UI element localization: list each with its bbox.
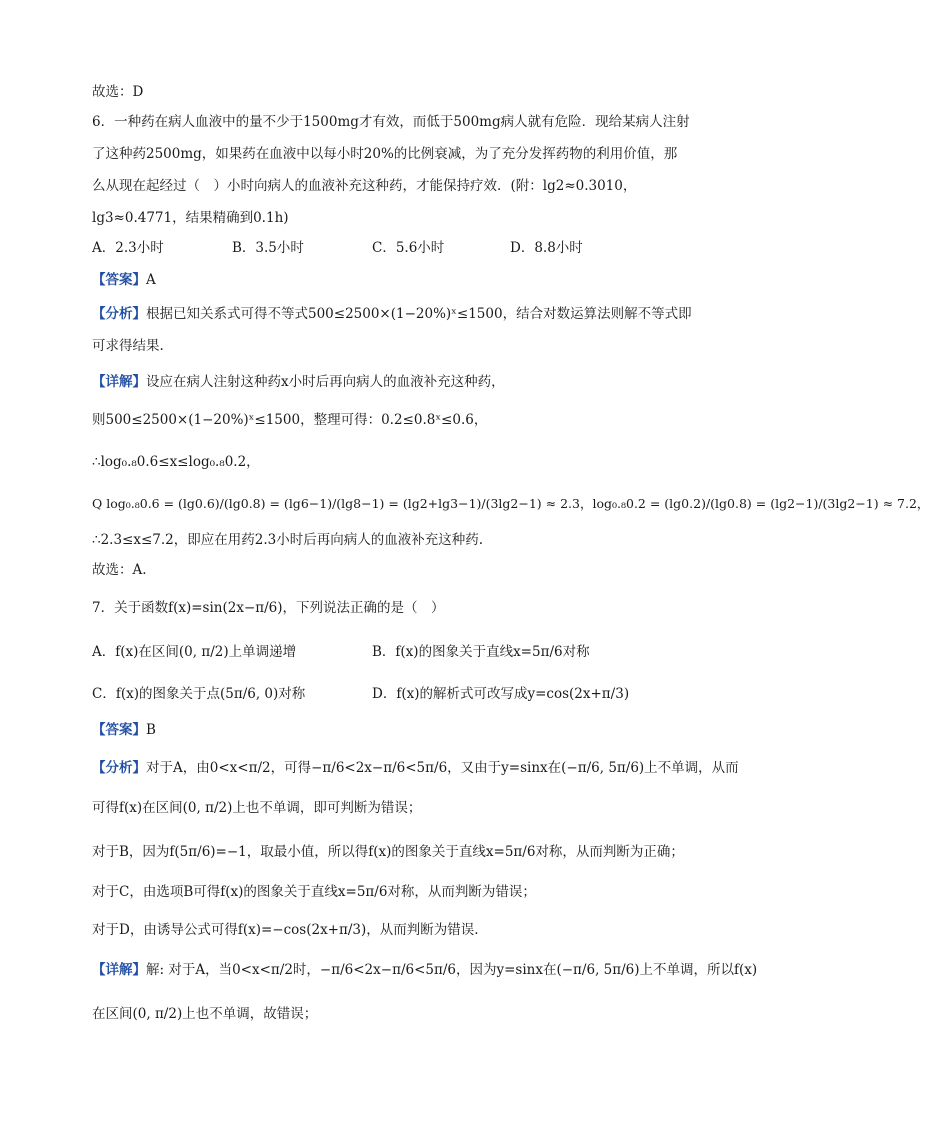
q6-choice: 故选：A.	[92, 562, 147, 578]
q7-analysis-line-2: 可得f(x)在区间(0, π/2)上也不单调，即可判断为错误；	[92, 800, 422, 816]
analysis-label: 【分析】	[92, 760, 146, 776]
q6-option-a: A．2.3小时	[92, 240, 164, 256]
q6-detail-line-4: Q log₀.₈0.6 = (lg0.6)/(lg0.8) = (lg6−1)/(lg8−1) = (lg2+lg3−1)/(3lg2−1) ≈ 2.3，log₀.₈0.2 = (lg0.2)/(lg0.8) = (lg2−1)/(3lg2−1) ≈ 7.2，	[92, 496, 929, 511]
q7-option-a: A．f(x)在区间(0, π/2)上单调递增	[92, 644, 297, 660]
answer-label: 【答案】	[92, 722, 146, 738]
q7-detail	[92, 958, 758, 982]
q7-option-d: D．f(x)的解析式可改写成y=cos(2x+π/3)	[372, 686, 630, 702]
q6-analysis-line-1: 根据已知关系式可得不等式500≤2500×(1−20%)ˣ≤1500，结合对数运算法则解不等式即	[146, 306, 692, 322]
q7-answer	[92, 718, 714, 742]
q7-analysis-line-4: 对于C，由选项B可得f(x)的图象关于直线x=5π/6对称，从而判断为错误；	[92, 884, 536, 900]
q6-answer-value: A	[146, 272, 156, 288]
q6-stem-line-2: 了这种药2500mg，如果药在血液中以每小时20%的比例衰减，为了充分发挥药物的利用价值，那	[92, 146, 678, 162]
q6-answer	[92, 268, 714, 292]
q6-analysis	[92, 302, 714, 326]
q7-option-c: C．f(x)的图象关于点(5π/6, 0)对称	[92, 686, 306, 702]
q6-detail-line-5: ∴2.3≤x≤7.2，即应在用药2.3小时后再向病人的血液补充这种药.	[92, 532, 484, 548]
q7-analysis	[92, 756, 739, 780]
q6-detail	[92, 370, 714, 394]
q7-analysis-line-5: 对于D，由诱导公式可得f(x)=−cos(2x+π/3)，从而判断为错误.	[92, 922, 479, 938]
q7-detail-line-2: 在区间(0, π/2)上也不单调，故错误；	[92, 1006, 318, 1022]
detail-label: 【详解】	[92, 962, 146, 978]
q6-analysis-line-2: 可求得结果.	[92, 338, 164, 354]
q6-stem-line-1: 6．一种药在病人血液中的量不少于1500mg才有效，而低于500mg病人就有危险．现给某病人注射	[92, 114, 690, 130]
q7-detail-line-1: 解: 对于A，当0<x<π/2时，−π/6<2x−π/6<5π/6，因为y=sinx在(−π/6, 5π/6)上不单调，所以f(x)	[146, 962, 758, 978]
previous-choice: 故选：D	[92, 84, 144, 100]
q7-analysis-line-1: 对于A，由0<x<π/2，可得−π/6<2x−π/6<5π/6，又由于y=sinx在(−π/6, 5π/6)上不单调，从而	[146, 760, 739, 776]
q6-detail-line-2: 则500≤2500×(1−20%)ˣ≤1500，整理可得：0.2≤0.8ˣ≤0.6，	[92, 412, 488, 428]
q7-stem: 7．关于函数f(x)=sin(2x−π/6)，下列说法正确的是（ ）	[92, 600, 445, 616]
q6-detail-line-1: 设应在病人注射这种药x小时后再向病人的血液补充这种药，	[146, 374, 505, 390]
q6-stem-line-4: lg3≈0.4771，结果精确到0.1h)	[92, 210, 289, 226]
q7-answer-value: B	[146, 722, 156, 738]
q6-option-d: D．8.8小时	[510, 240, 583, 256]
q6-stem-line-3: 么从现在起经过（ ）小时向病人的血液补充这种药，才能保持疗效．(附：lg2≈0.3010，	[92, 178, 637, 194]
q7-option-b: B．f(x)的图象关于直线x=5π/6对称	[372, 644, 590, 660]
q6-option-c: C．5.6小时	[372, 240, 445, 256]
detail-label: 【详解】	[92, 374, 146, 390]
analysis-label: 【分析】	[92, 306, 146, 322]
q6-detail-line-3: ∴log₀.₈0.6≤x≤log₀.₈0.2，	[92, 454, 260, 470]
answer-label: 【答案】	[92, 272, 146, 288]
q7-analysis-line-3: 对于B，因为f(5π/6)=−1，取最小值，所以得f(x)的图象关于直线x=5π/6对称，从而判断为正确；	[92, 844, 684, 860]
q6-option-b: B．3.5小时	[232, 240, 304, 256]
